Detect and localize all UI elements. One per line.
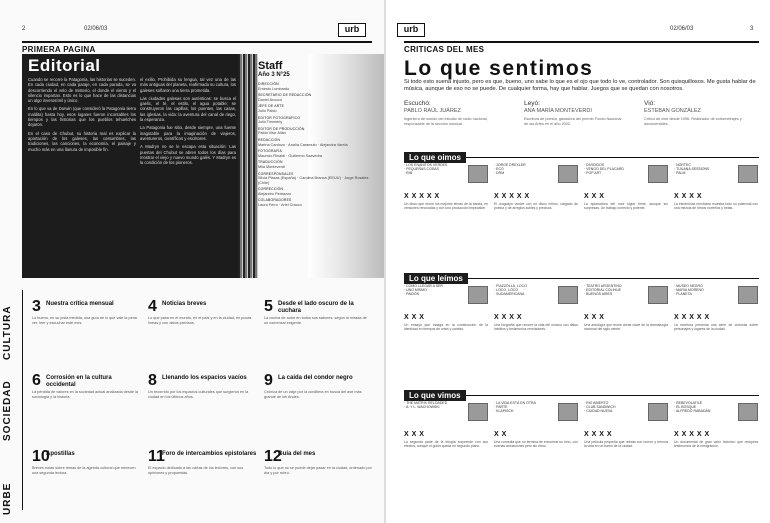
page-date-right: 02/06/03 bbox=[670, 26, 694, 32]
review-item bbox=[404, 163, 490, 227]
index-number: 6 bbox=[32, 372, 41, 389]
review-line: · EL BOSQUE bbox=[674, 405, 697, 410]
section-label: Lo que oimos bbox=[404, 152, 466, 163]
staff-role: CORRECCIÓN bbox=[258, 187, 284, 192]
page-number-right: 3 bbox=[750, 26, 754, 32]
cover-image bbox=[558, 403, 578, 421]
staff-name: Alejandro Pedrazzo bbox=[258, 191, 292, 196]
staff-name: Ernesto Lombardo bbox=[258, 86, 290, 91]
staff-box bbox=[258, 60, 378, 210]
review-line: · LOS ENANITOS VERDES bbox=[404, 163, 448, 167]
review-text: Una antología que reúne obras clave de la dramaturgia nacional del siglo veinte. bbox=[584, 323, 668, 332]
page-title: Lo que sentimos bbox=[404, 57, 594, 80]
cover-image bbox=[648, 286, 668, 304]
editorial-column-1 bbox=[28, 77, 136, 155]
staff-title: Staff bbox=[258, 60, 283, 72]
credit-name: PABLO RAÚL JUÁREZ bbox=[404, 108, 461, 114]
review-line: · TEATRO ARGENTINO bbox=[584, 284, 622, 288]
staff-name: Julio Timmerly bbox=[258, 120, 283, 125]
review-item bbox=[494, 163, 580, 227]
index-number: 5 bbox=[264, 298, 273, 315]
cover-image bbox=[558, 165, 578, 183]
review-item bbox=[584, 401, 670, 465]
staff-role: REDACCIÓN bbox=[258, 137, 281, 142]
staff-role: FOTOGRAFÍA bbox=[258, 149, 282, 154]
credit-bio: Crítico de cine desde 1996. Realizador de cortometrajes y documentales. bbox=[644, 117, 742, 126]
review-line: · PALM bbox=[674, 171, 686, 176]
section-title: PRIMERA PAGINA bbox=[22, 41, 372, 53]
section-title-right: CRITICAS DEL MES bbox=[404, 41, 759, 53]
section-items bbox=[404, 401, 759, 465]
cover-image bbox=[648, 165, 668, 183]
staff-role: DIRECCIÓN bbox=[258, 82, 279, 86]
editorial-paragraph: En el caso de Chubut, su historia real es explicar la aportación de los galeses, las costumbres, las tradiciones, las canciones, la economía, el paisaje y mucho más en una llanura de imposible fin. bbox=[28, 130, 136, 152]
section-label: Lo que vimos bbox=[404, 390, 466, 401]
credit-item bbox=[644, 100, 744, 126]
rating: X X bbox=[494, 431, 507, 438]
credit-item bbox=[524, 100, 624, 126]
review-line: · DIVIDIDOS bbox=[584, 163, 605, 167]
review-item bbox=[404, 284, 490, 348]
staff-issue: Año 3 N°25 bbox=[258, 72, 290, 78]
review-line: · ECO bbox=[494, 167, 504, 172]
index-description: Breves notas sobre temas de la agenda cultural que merecen una segunda lectura. bbox=[32, 466, 136, 475]
review-line: · BUENOS AIRES bbox=[584, 292, 613, 297]
staff-name: Laura Ferro · Ariel Cracco bbox=[258, 203, 302, 208]
index-title: Desde el lado oscuro de la cuchara bbox=[278, 301, 354, 314]
section-items bbox=[404, 284, 759, 348]
review-line: · EDITORIAL COLIHUE bbox=[584, 288, 621, 293]
divider bbox=[22, 290, 23, 510]
review-item bbox=[674, 163, 760, 227]
staff-name: Mila Monteverdi bbox=[258, 164, 285, 169]
index-number: 9 bbox=[264, 372, 273, 389]
rating: X X X bbox=[404, 431, 425, 438]
index-title: La caída del condor negro bbox=[278, 375, 353, 381]
section-bar bbox=[404, 268, 759, 283]
credit-name: ESTEBAN GONZÁLEZ bbox=[644, 108, 701, 114]
credit-label: Leyó: bbox=[524, 100, 540, 107]
staff-entry bbox=[258, 138, 378, 147]
rating: X X X X bbox=[674, 193, 703, 200]
index-number: 4 bbox=[148, 298, 157, 315]
index-title: Foro de intercambios epistolares bbox=[162, 451, 257, 457]
staff-entry bbox=[258, 82, 378, 91]
index-description: El espacio dedicado a las cartas de los lectores, con sus opiniones y propuestas. bbox=[148, 466, 244, 475]
review-item bbox=[584, 284, 670, 348]
index-title: Apostillas bbox=[46, 451, 75, 457]
review-line: · PLANETA bbox=[674, 292, 692, 297]
staff-entry bbox=[258, 127, 378, 136]
review-line: · POP ART bbox=[584, 171, 602, 176]
logo-right: urb bbox=[397, 23, 425, 37]
rating: X X X X X bbox=[494, 193, 530, 200]
staff-entry bbox=[258, 198, 378, 207]
section-bar bbox=[404, 385, 759, 400]
cover-image bbox=[648, 403, 668, 421]
index-description: Todo lo que no se puede dejar pasar en la ciudad, ordenado por día y por rubro. bbox=[264, 466, 372, 475]
staff-entry bbox=[258, 187, 378, 196]
editorial-paragraph: Las ciudades galesas son auténticas: se busca el gaelic, el té, el estilo, el agua potable; se construyeron las capillas, los puentes, las casas, las iglesias, la vida: la aventura del canal de riego, la esperanza. bbox=[140, 95, 236, 123]
rating: X X X bbox=[404, 314, 425, 321]
review-item bbox=[494, 401, 580, 465]
staff-role: EDITOR DE PRODUCCIÓN bbox=[258, 126, 305, 131]
staff-entry bbox=[258, 149, 378, 158]
editorial-column-2 bbox=[140, 77, 236, 168]
credit-label: Vió: bbox=[644, 100, 656, 107]
review-item bbox=[584, 163, 670, 227]
review-line: · THE MATRIX RELOADED bbox=[404, 401, 448, 405]
staff-role: JEFE DE ARTE bbox=[258, 104, 285, 109]
cover-image bbox=[738, 403, 758, 421]
rating: X X X bbox=[584, 314, 605, 321]
index-description: La cocina de autor en todos sus sabores, según la mirada de un comensal exigente. bbox=[264, 316, 367, 325]
review-line: · DRM bbox=[494, 171, 505, 176]
staff-role: TRADUCCIÓN bbox=[258, 160, 283, 165]
review-line: · SUDAMERICANA bbox=[494, 292, 525, 297]
staff-entry bbox=[258, 160, 378, 169]
editorial-paragraph: Cuando se recorre la Patagonia, las historias se suceden. En cada ciudad, en cada paraje, en cada parada, se va descorriendo el velo de misterio, el donde el viento y el silencio impartan. Esto es lo que hace de las distancias un algo inverosímil y único. bbox=[28, 77, 136, 104]
page-number: 2 bbox=[22, 26, 26, 32]
review-text: El uruguayo vuelve con un disco íntimo, cargado de poesía y de arreglos sutiles y precisos. bbox=[494, 202, 578, 211]
review-text: La segunda parte de la trilogía sorprende con sus efectos, aunque el guión queda en segundo plano. bbox=[404, 440, 488, 449]
staff-name: Marina Cardozo · Analía Caramuto · Alejandra Varela bbox=[258, 142, 348, 147]
index-description: Lo bueno, en su justa medida, una guía de lo que vale la pena ver, leer y escuchar este mes. bbox=[32, 316, 137, 325]
review-line: · PEQUEÑAS COSAS bbox=[404, 167, 439, 172]
rating: X X X bbox=[584, 193, 605, 200]
review-line: · TIJUANA SESSIONS bbox=[674, 167, 710, 172]
review-text: La aplanadora del rock sigue firme, aunque sin sorpresas. Un trabajo correcto y potente. bbox=[584, 202, 668, 211]
staff-role: COLABORADORES bbox=[258, 198, 292, 203]
review-item bbox=[494, 284, 580, 348]
review-line: · KLAPISCH bbox=[494, 409, 514, 414]
section-label: Lo que leímos bbox=[404, 273, 468, 284]
review-line: · UNO MISMO bbox=[404, 288, 427, 293]
cover-image bbox=[468, 286, 488, 304]
review-text: Una comedia que no termina de encontrar su tono, con buenas actuaciones pero sin ritmo. bbox=[494, 440, 578, 449]
rating: X X X X X bbox=[674, 431, 710, 438]
editorial-paragraph: En lo que va de Darwin (que consideró la Patagonia tierra maldita) hasta hoy, esos lugares fueron incontables los tiempos y las historias que los pueblos tehuelches dejaron. bbox=[28, 106, 136, 128]
credit-label: Escuchó: bbox=[404, 100, 431, 107]
left-header bbox=[22, 28, 372, 38]
review-line: · NORTEC bbox=[674, 163, 691, 167]
review-item bbox=[404, 401, 490, 465]
staff-role: CORRESPONSALES bbox=[258, 171, 294, 176]
intro-text: Si todo esto suena injusto, pero es que, bueno, uno sabe lo que es el ojo que todo lo ve, controlador. Son quisquillosos. Me gusta hablar de música, aunque de eso no se puede. De cualquier forma, hay que hablar. Juegos que se quedan con nosotros. bbox=[404, 79, 756, 92]
review-line: · VENGO DEL PLACARD bbox=[584, 167, 624, 172]
index-title: Llenando los espacios vacíos bbox=[162, 375, 247, 381]
index-number: 10 bbox=[32, 448, 50, 465]
review-line: · ALFREDO RABADÁN bbox=[674, 409, 711, 414]
staff-entry bbox=[258, 116, 378, 125]
review-line: · A. Y L. WACHOWSKI bbox=[404, 405, 440, 410]
index-title: Noticias breves bbox=[162, 301, 207, 307]
review-item bbox=[674, 401, 760, 465]
cover-image bbox=[738, 165, 758, 183]
staff-role: SECRETARIO DE REDACCIÓN bbox=[258, 93, 312, 98]
editorial-title: Editorial bbox=[28, 56, 101, 75]
editorial-paragraph: A Madryn no se le escapa esta situación: Las puertas del Chubut se abren todos los días para mostrar el viejo y nuevo mundo galés. Y Madryn es la condición de los pioneros. bbox=[140, 144, 236, 166]
index-description: Lo que pasa en el mundo, en el país y en la ciudad, en pocas líneas y con datos precisos. bbox=[148, 316, 252, 325]
staff-list bbox=[258, 82, 378, 208]
editorial-paragraph: La Patagonia fue sitio, desde siempre, una fuente inagotable para la imaginación de viajeros, aventureros, científicos y escritores. bbox=[140, 125, 236, 141]
staff-name: Silvia Plazas (España) · Carolina Branca (EEUU) · Jorge Rosales (Chile) bbox=[258, 176, 369, 185]
staff-name: Daniel Arcucci bbox=[258, 97, 283, 102]
credit-bio: Ingeniero de sonido del estudio de radio nacional, responsable de la sección musical. bbox=[404, 117, 488, 126]
cover-image bbox=[468, 403, 488, 421]
staff-entry bbox=[258, 104, 378, 113]
index-title: Guía del mes bbox=[278, 451, 316, 457]
index-number: 11 bbox=[148, 448, 165, 465]
review-text: La electrónica mexicana muestra todo su potencial con una mezcla de ritmos norteños y beats. bbox=[674, 202, 758, 211]
index-description: La pérdida de valores en la sociedad actual analizada desde la sociología y la historia. bbox=[32, 390, 138, 399]
credit-bio: Escritora de poesía, ganadora del premio Fondo Nacional de las Artes en el año 2002. bbox=[524, 117, 622, 126]
left-page: 2 02/06/03 urb PRIMERA PAGINA Editorial Cuando se recorre la Patagonia, las historias se suceden. En cada ciudad, en cada paraje, en cada parada, se va descorriendo el velo de misterio, el donde el viento y el silencio impartan. Esto es lo que hace de las distancias un algo inverosímil y único. En lo que va de Darwin (que consideró la Patagonia tierra maldita) hasta hoy, esos lugares fueron incontables los tiempos y las historias que los pueblos tehuelches dejaron. En el caso de Chubut, su historia real es explicar la aportación de los galeses, las costumbres, las tradiciones, las canciones, la economía, el paisaje y mucho más en una llanura de imposible fin. el exilio. Prohibida su lengua, tal vez una de las más antiguas del planeta, reafirmada su cultura, los galeses soñaron una tierra prometida. Las ciudades galesas son auténticas: se busca el gaelic, el té, el estilo, el agua potable; se construyeron las capillas, los puentes, las casas, las iglesias, la vida: la aventura del canal de riego, la esperanza. La Patagonia fue sitio, desde siempre, una fuente inagotable para la imaginación de viajeros, aventureros, científicos y escritores. A Madryn no se le escapa esta situación: Las puertas del Chubut se abren todos los días para mostrar el viejo y nuevo mundo galés. Y Madryn es la condición de los pioneros. Staff Año 3 N°25 DIRECCIÓN Ernesto Lombardo SECRETARIO DE REDACCIÓN Daniel Arcucci JEFE DE ARTE Julio Pablo EDITOR FOTOGRÁFICO Julio Timmerly EDITOR DE PRODUCCIÓN Pablo Vitor Allán REDACCIÓN Marina Cardozo · Analía Caramuto · Alejandra Varela FOTOGRAFÍA Mauricio Rinaldi · Guillermo Saavedra TRADUCCIÓN Mila Monteverdi CORRESPONSALES Silvia Plazas (España) · Carolina Branca (EEUU) · Jorge Rosales (Chile) CORRECCIÓN Alejandro Pedrazzo COLABORADORES Laura Ferro · Ariel Cracco URBE SOCIEDAD CULTURA 3 Nuestra crítica mensual Lo bueno, en su justa medida, una guía de lo que vale la pena ver, leer y escuchar este mes. 4 Noticias breves Lo que pasa en el mundo, en el país y en la ciudad, en pocas líneas y con datos precisos. 5 Desde el lado oscuro de la cuchara La cocina de autor en todos sus sabores, según la mirada de un comensal exigente. 6 Corrosión en la cultura occidental La pérdida de valores en la sociedad actual analizada desde la sociología y la historia. 8 Llenando los espacios vacíos Un recorrido por los espacios culturales que surgieron en la ciudad en los últimos años. 9 La caída del condor negro Crónica de un viaje por la cordillera en busca del ave más grande de los Andes. 10 Apostillas Breves notas sobre temas de la agenda cultural que merecen una segunda lectura. 11 Foro de intercambios epistolares El espacio dedicado a las cartas de los lectores, con sus opiniones y propuestas. 12 Guía del mes Todo lo que no se puede dejar pasar en la ciudad, ordenado por día y por rubro. bbox=[0, 0, 385, 523]
logo: urb bbox=[338, 23, 366, 37]
rating: X X X X X bbox=[674, 314, 710, 321]
index-number: 3 bbox=[32, 298, 41, 315]
review-line: · LA VIDA ESTÁ EN OTRA bbox=[494, 401, 536, 405]
review-item bbox=[674, 284, 760, 348]
index-title: Nuestra crítica mensual bbox=[46, 301, 114, 307]
review-text: Una película pequeña que retrata con humor y ternura la vida en un barrio de la ciudad. bbox=[584, 440, 668, 449]
cover-image bbox=[738, 286, 758, 304]
review-line: · LOCO, LOCO bbox=[494, 288, 518, 293]
cover-image bbox=[558, 286, 578, 304]
rating: X X X X bbox=[494, 314, 523, 321]
index-number: 12 bbox=[264, 448, 282, 465]
staff-name: Mauricio Rinaldi · Guillermo Saavedra bbox=[258, 153, 322, 158]
review-line: · CLUB SANDWICH bbox=[584, 405, 616, 410]
review-line: · REBEVOLATILE bbox=[674, 401, 703, 405]
cover-image bbox=[468, 165, 488, 183]
review-line: · COMO LLEGAR A SER bbox=[404, 284, 443, 288]
rating: X X X X bbox=[584, 431, 613, 438]
index-title: Corrosión en la cultura occidental bbox=[46, 375, 112, 388]
index-description: Crónica de un viaje por la cordillera en busca del ave más grande de los Andes. bbox=[264, 390, 362, 399]
staff-name: Julio Pablo bbox=[258, 108, 277, 113]
review-text: Una biografía que recorre la vida del músico con datos inéditos y testimonios reveladores. bbox=[494, 323, 578, 332]
section-items bbox=[404, 163, 759, 227]
credit-name: ANA MARÍA MONTEVERDI bbox=[524, 108, 592, 114]
review-text: Un ensayo que indaga en la construcción de la identidad en tiempos de crisis y cambio. bbox=[404, 323, 488, 332]
review-line: · CIUDAD NUEVA bbox=[584, 409, 613, 414]
index-number: 8 bbox=[148, 372, 157, 389]
review-line: · JORGE DREXLER bbox=[494, 163, 526, 167]
review-text: La escritora presenta una serie de crónicas sobre personajes y lugares de la ciudad. bbox=[674, 323, 758, 332]
editorial-paragraph: el exilio. Prohibida su lengua, tal vez una de las más antiguas del planeta, reafirmada su cultura, los galeses soñaron una tierra prometida. bbox=[140, 77, 236, 93]
decorative-stripe bbox=[238, 54, 258, 278]
review-text: Un disco que reúne los mejores temas de la banda, en versiones renovadas y con una producción impecable. bbox=[404, 202, 488, 211]
page-date: 02/06/03 bbox=[84, 26, 108, 32]
index-description: Un recorrido por los espacios culturales que surgieron en la ciudad en los últimos años. bbox=[148, 390, 249, 399]
review-line: · PIAZZOLLA, LOCO bbox=[494, 284, 527, 288]
review-line: · RIO ABIERTO bbox=[584, 401, 609, 405]
staff-entry bbox=[258, 172, 378, 186]
review-line: · EMI bbox=[404, 171, 413, 176]
review-line: · PARTE bbox=[494, 405, 508, 410]
right-header bbox=[404, 28, 759, 38]
staff-name: Pablo Vitor Allán bbox=[258, 131, 286, 136]
review-line: · MARIA MORENO bbox=[674, 288, 704, 293]
rating: X X X X X bbox=[404, 193, 440, 200]
staff-role: EDITOR FOTOGRÁFICO bbox=[258, 115, 301, 120]
review-text: Un documental de gran valor histórico que recupera testimonios de la inmigración. bbox=[674, 440, 758, 449]
review-line: · PAIDÓS bbox=[404, 292, 420, 297]
staff-entry bbox=[258, 93, 378, 102]
credit-item bbox=[404, 100, 504, 126]
review-line: · MUSEO NEGRO bbox=[674, 284, 703, 288]
section-bar bbox=[404, 147, 759, 162]
